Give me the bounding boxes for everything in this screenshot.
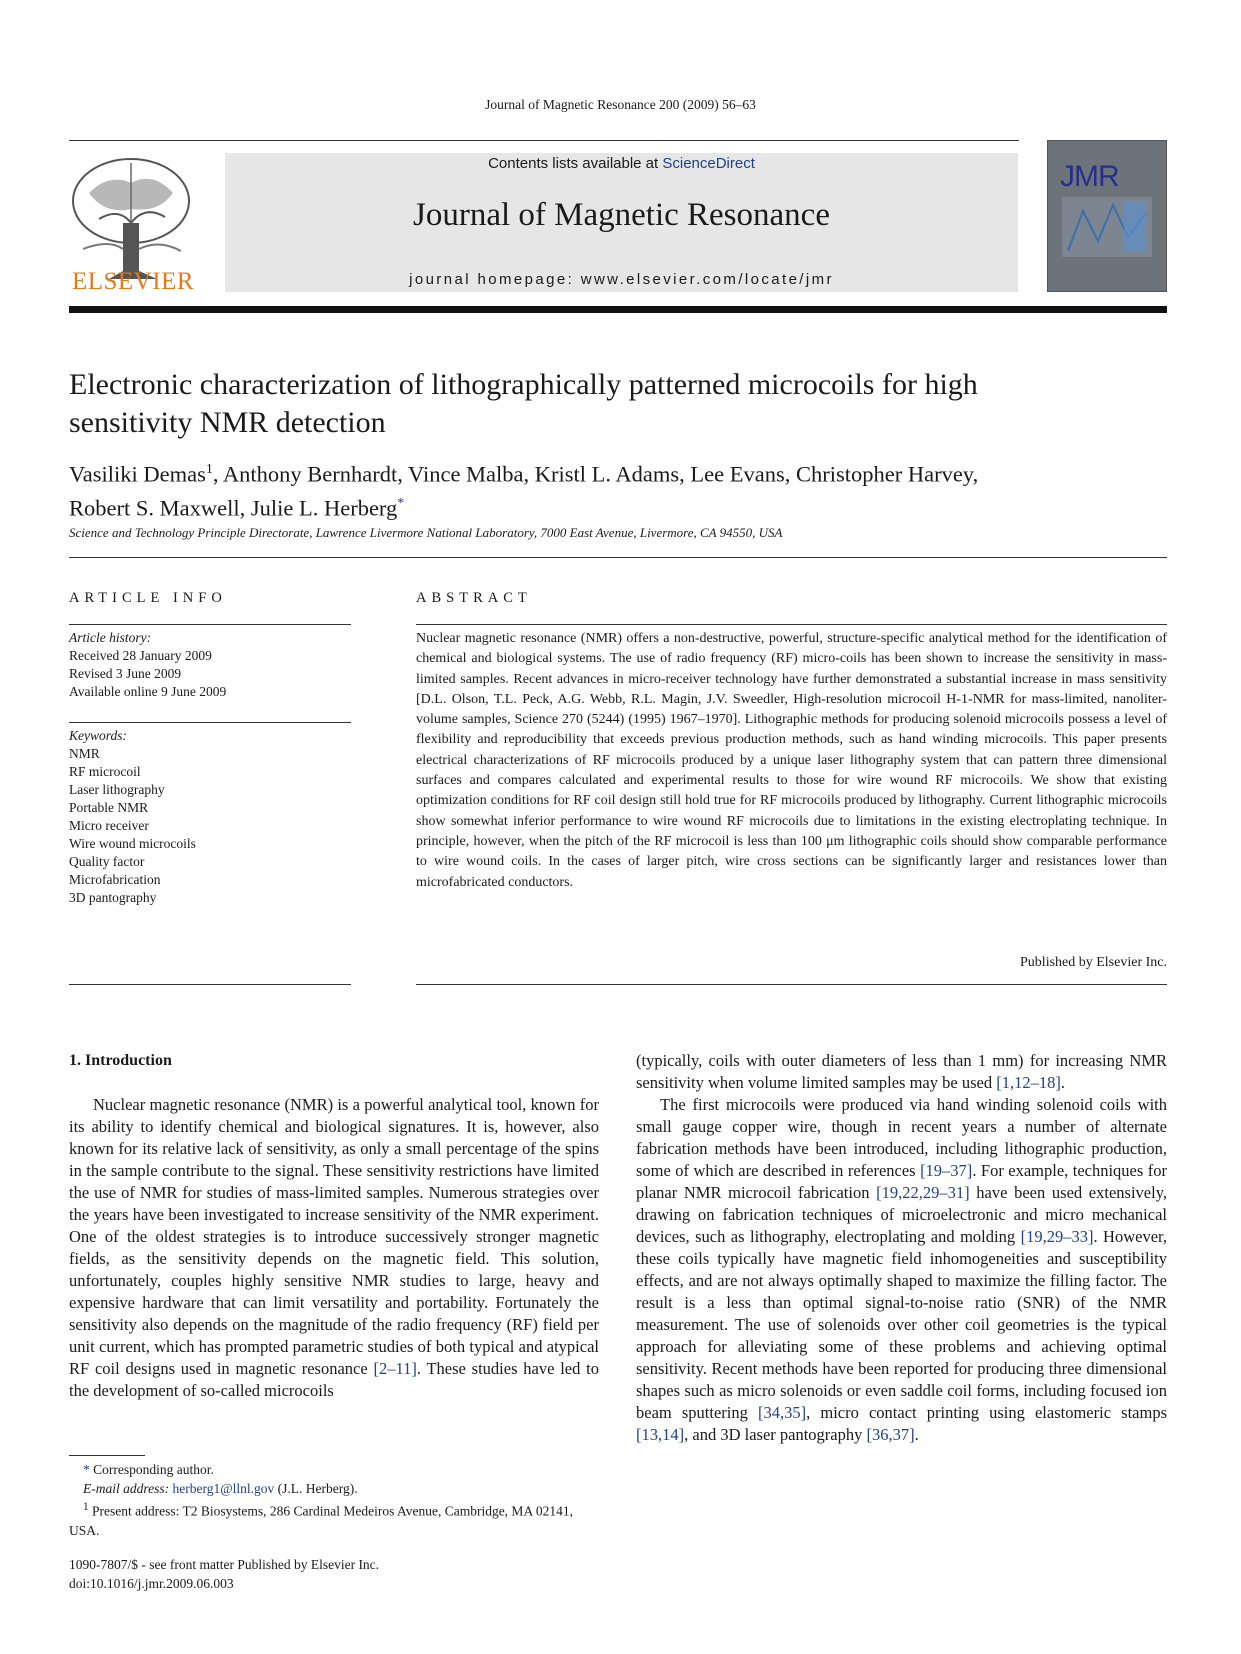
text-run: have been used extensively, drawing on fabrication techniques of microelectronic and micro mechanical devices, such as lithography, electroplating and molding xyxy=(636,1183,1167,1246)
footnote-corresponding xyxy=(69,1460,599,1479)
title-line: Electronic characterization of lithographically patterned microcoils for high xyxy=(69,368,978,401)
keyword: Microfabrication xyxy=(69,872,161,887)
paragraph xyxy=(636,1094,1167,1446)
footnote-text: Present address: T2 Biosystems, 286 Cardinal Medeiros Avenue, Cambridge, MA 02141, USA. xyxy=(69,1503,573,1538)
article-history xyxy=(69,629,351,701)
reference-link[interactable]: [19–37] xyxy=(920,1161,973,1180)
sciencedirect-link[interactable]: ScienceDirect xyxy=(662,155,755,172)
contents-line xyxy=(225,155,1018,172)
text-run: . These studies have led to the development of so-called microcoils xyxy=(69,1359,600,1400)
info-rule xyxy=(69,624,351,625)
author-footnote-mark: 1 xyxy=(205,462,213,477)
journal-homepage[interactable]: journal homepage: www.elsevier.com/locate/jmr xyxy=(409,271,834,288)
footnote-mark: * xyxy=(83,1462,90,1477)
affiliation: Science and Technology Principle Directorate, Lawrence Livermore National Laboratory, 7000 East Avenue, Livermore, CA 94550, USA xyxy=(69,525,783,540)
journal-citation: Journal of Magnetic Resonance 200 (2009) 56–63 xyxy=(485,97,756,112)
affiliation-rule xyxy=(69,557,1167,558)
author-name: Vasiliki Demas xyxy=(69,461,206,487)
front-matter-meta xyxy=(69,1555,379,1593)
abstract-rule xyxy=(416,624,1167,625)
paragraph xyxy=(69,1094,599,1402)
keyword: 3D pantography xyxy=(69,890,157,905)
reference-link[interactable]: [19,22,29–31] xyxy=(876,1183,970,1202)
contents-prefix: Contents lists available at xyxy=(488,155,663,172)
abstract-heading: ABSTRACT xyxy=(416,590,532,606)
text-run: . xyxy=(914,1425,919,1444)
online-date: Available online 9 June 2009 xyxy=(69,684,227,699)
footnote-rule xyxy=(69,1455,145,1456)
email-label: E-mail address: xyxy=(83,1481,173,1496)
text-run: . However, these coils typically have magnetic field inhomogeneities and susceptibility effects, and are not always optimally shaped to maximize the filling factor. The result is a less than optimal signal-to-noise ratio (SNR) of the NMR measurement. The use of solenoids over other coil geometries is the typical approach for alleviating some of these problems and achieving optimal sensitivity. Recent methods have been reported for producing three dimensional shapes such as micro solenoids or even saddle coil forms, including focused ion beam sputtering xyxy=(636,1227,1167,1422)
section-heading: 1. Introduction xyxy=(69,1052,172,1069)
footnote-mark: 1 xyxy=(83,1501,89,1513)
reference-link[interactable]: [34,35] xyxy=(757,1403,807,1422)
reference-link[interactable]: [1,12–18] xyxy=(996,1073,1061,1092)
text-run: (typically, coils with outer diameters of less than 1 mm) for increasing NMR sensitivity when volume limited samples may be used xyxy=(636,1051,1167,1092)
header-thick-rule xyxy=(69,306,1167,313)
footnote-text: (J.L. Herberg). xyxy=(274,1481,358,1496)
publisher-name: ELSEVIER xyxy=(71,268,195,295)
doi-line[interactable]: doi:10.1016/j.jmr.2009.06.003 xyxy=(69,1576,234,1591)
article-title xyxy=(69,366,1167,442)
keywords xyxy=(69,727,351,907)
issn-line: 1090-7807/$ - see front matter Published by Elsevier Inc. xyxy=(69,1557,380,1572)
title-line: sensitivity NMR detection xyxy=(69,406,386,439)
author-names: Robert S. Maxwell, Julie L. Herberg xyxy=(69,495,398,520)
text-run: , and 3D laser pantography xyxy=(684,1425,867,1444)
footnotes xyxy=(69,1460,599,1540)
reference-link[interactable]: [2–11] xyxy=(373,1359,417,1378)
article-info-heading: ARTICLE INFO xyxy=(69,590,227,606)
keyword: Wire wound microcoils xyxy=(69,836,196,851)
author-list xyxy=(69,455,1167,522)
author-names: , Anthony Bernhardt, Vince Malba, Kristl L. Adams, Lee Evans, Christopher Harvey, xyxy=(212,461,979,487)
reference-link[interactable]: [19,29–33] xyxy=(1020,1227,1094,1246)
published-by: Published by Elsevier Inc. xyxy=(1020,955,1167,970)
abstract-text: Nuclear magnetic resonance (NMR) offers a non-destructive, powerful, structure-specific analytical method for the identification of chemical and biological systems. The use of radio frequency (RF) micro-coils has been shown to increase the sensitivity in mass-limited samples. Recent advances in micro-receiver technology have further demonstrated a substantial increase in mass sensitivity [D.L. Olson, T.L. Peck, A.G. Webb, R.L. Magin, J.V. Sweedler, High-resolution microcoil H-1-NMR for mass-limited, nanoliter-volume samples, Science 270 (5244) (1995) 1967–1970]. Lithographic methods for producing solenoid microcoils possess a level of flexibility and reproducibility that exceeds previous production methods, such as hand winding microcoils. This paper presents electrical characterizations of RF microcoils produced by a unique laser lithography system that can pattern three dimensional surfaces and compares calculated and experimental results to those for wire wound RF microcoils. We show that existing optimization conditions for RF coil design still hold true for RF microcoils produced by lithography. Current lithographic microcoils show somewhat inferior performance to wire wound RF microcoils due to limitations in the existing electroplating technique. In principle, however, when the pitch of the RF microcoil is less than 100 μm lithographic coils should show comparable performance to wire wound coils. In the cases of larger pitch, wire cross sections can be significantly larger and resistances lower than microfabricated conductors. xyxy=(416,631,1167,890)
email-link[interactable]: herberg1@llnl.gov xyxy=(172,1481,275,1496)
body-column-left xyxy=(69,1094,599,1402)
corresponding-mark[interactable]: * xyxy=(397,495,405,511)
reference-link[interactable]: [36,37] xyxy=(866,1425,915,1444)
info-divider xyxy=(69,722,351,723)
keyword: Micro receiver xyxy=(69,818,149,833)
text-run: . For example, techniques for planar NMR microcoil fabrication xyxy=(636,1161,1167,1202)
keyword: Laser lithography xyxy=(69,782,165,797)
keyword: Quality factor xyxy=(69,854,145,869)
text-run: . xyxy=(1060,1073,1065,1092)
text-run: The first microcoils were produced via hand winding solenoid coils with small gauge copper wire, though in recent years a number of alternate fabrication methods have been introduced, including lithographic production, some of which are described in references xyxy=(636,1095,1167,1180)
received-date: Received 28 January 2009 xyxy=(69,648,212,663)
journal-name: Journal of Magnetic Resonance xyxy=(413,197,830,233)
keyword: NMR xyxy=(69,746,100,761)
footnote-email xyxy=(69,1479,599,1498)
body-column-right xyxy=(636,1050,1167,1446)
history-label: Article history: xyxy=(69,630,152,645)
cover-journal-mark: JMR xyxy=(1060,160,1119,193)
header-rule xyxy=(69,140,1019,141)
keywords-label: Keywords: xyxy=(69,728,127,743)
keyword: Portable NMR xyxy=(69,800,149,815)
text-run: , micro contact printing using elastomeric stamps xyxy=(806,1403,1167,1422)
footnote-present-address xyxy=(69,1498,599,1540)
text-run: Nuclear magnetic resonance (NMR) is a powerful analytical tool, known for its ability to identify chemical and biological signatures. It is, however, also known for its relative lack of sensitivity, as only a small percentage of the spins in the sample contribute to the signal. These sensitivity restrictions have limited the use of NMR for studies of mass-limited samples. Numerous strategies over the years have been investigated to increase sensitivity of the NMR experiment. One of the oldest strategies is to introduce successively stronger magnetic fields, as the sensitivity depends on the magnetic field. This solution, unfortunately, couples highly sensitive NMR studies to large, heavy and expensive hardware that can limit versatility and portability. Fortunately the sensitivity also depends on the magnitude of the radio frequency (RF) field per unit current, which has prompted parametric studies of both typical and atypical RF coil designs used in magnetic resonance xyxy=(69,1095,599,1378)
reference-link[interactable]: [13,14] xyxy=(636,1425,685,1444)
keyword: RF microcoil xyxy=(69,764,141,779)
revised-date: Revised 3 June 2009 xyxy=(69,666,182,681)
footnote-text: Corresponding author. xyxy=(89,1462,214,1477)
info-bottom-rule xyxy=(69,984,351,985)
paragraph xyxy=(636,1050,1167,1094)
abstract-bottom-rule xyxy=(416,984,1167,985)
